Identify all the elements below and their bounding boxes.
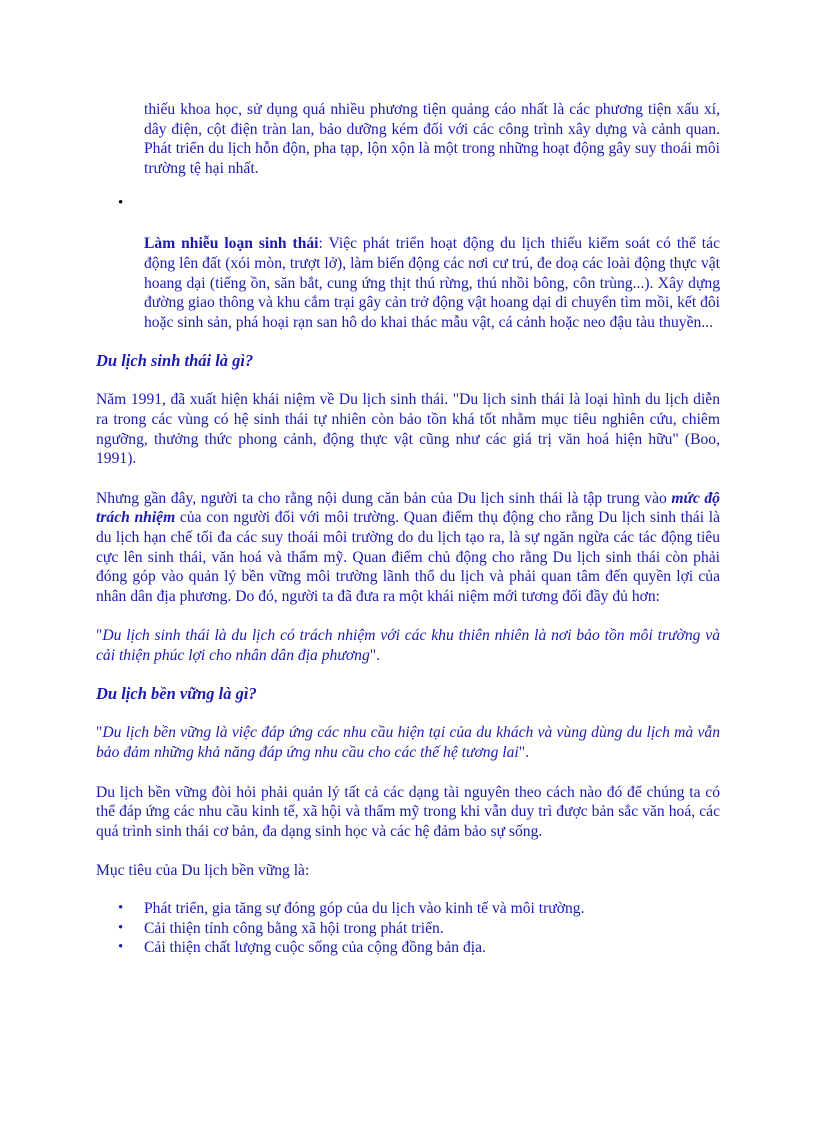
bullet-icon: • [118, 939, 124, 956]
disturbance-text: : Việc phát triển hoạt động du lịch thiếu kiểm soát có thể tác động lên đất (xói mòn, trượt lở), làm biến động các nơi cư trú, đe doạ các loài động thực vật hoang dại (tiếng ồn, săn bắt, cung ứng thịt thú rừng, thú nhồi bông, côn trùng...). Xây dựng đường giao thông và khu cắm trại gây cản trở động vật hoang dại di chuyển tìm mồi, kết đôi hoặc sinh sản, phá hoại rạn san hô do khai thác mẫu vật, cá cảnh hoặc neo đậu tàu thuyền... [144, 235, 720, 331]
bullet-icon: • [118, 195, 124, 212]
goals-intro: Mục tiêu của Du lịch bền vững là: [96, 862, 310, 880]
empty-list-item [96, 194, 720, 214]
sustainable-quote-text: Du lịch bền vững là việc đáp ứng các nhu cầu hiện tại của du khách và vùng dùng du lịch mà vẫn bảo đảm những khả năng đáp ứng nhu cầu cho các thế hệ tương lai [96, 724, 720, 762]
disturbance-term: Làm nhiễu loạn sinh thái [144, 235, 319, 253]
quote-open: " [96, 627, 103, 645]
heading-ecotourism: Du lịch sinh thái là gì? [96, 351, 254, 371]
quote-open: " [96, 724, 103, 742]
ecotourism-definition-paragraph: Năm 1991, đã xuất hiện khái niệm về Du lịch sinh thái. "Du lịch sinh thái là loại hình du lịch diễn ra trong các vùng có hệ sinh thái tự nhiên còn bảo tồn khá tốt nhằm mục tiêu nghiên cứu, chiêm ngưỡng, thưởng thức phong cảnh, động thực vật cũng như các giá trị văn hoá hiện hữu" (Boo, 1991). [96, 391, 720, 468]
responsibility-text-after: của con người đối với môi trường. Quan điểm thụ động cho rằng Du lịch sinh thái là du lịch hạn chế tối đa các suy thoái môi trường do du lịch tạo ra, là sự ngăn ngừa các tác động tiêu cực lên sinh thái, văn hoá và thẩm mỹ. Quan điểm chủ động cho rằng Du lịch sinh thái còn phải đóng góp vào quản lý bền vững môi trường lãnh thổ du lịch và phải quan tâm đến quyền lợi của nhân dân địa phương. Do đó, người ta đã đưa ra một khái niệm mới tương đối đầy đủ hơn: [96, 509, 721, 605]
quote-close: ". [518, 744, 530, 762]
responsibility-emphasis: mức độ trách nhiệm [96, 489, 720, 527]
heading-sustainable-tourism: Du lịch bền vững là gì? [96, 684, 257, 704]
list-item: • Cải thiện tính công bằng xã hội trong phát triển. [118, 919, 444, 937]
responsibility-text-before: Nhưng gần đây, người ta cho rằng nội dung căn bản của Du lịch sinh thái là tập trung vào [96, 489, 672, 507]
responsibility-paragraph [96, 489, 720, 607]
ecotourism-quote [96, 626, 720, 665]
resource-management-paragraph: Du lịch bền vững đòi hỏi phải quản lý tất cả các dạng tài nguyên theo cách nào đó để chúng ta có thể đáp ứng các nhu cầu kinh tế, xã hội và thẩm mỹ trong khi vẫn duy trì được bản sắc văn hoá, các quá trình sinh thái cơ bản, đa dạng sinh học và các hệ đảm bảo sự sống. [96, 783, 720, 840]
intro-paragraph: thiếu khoa học, sử dụng quá nhiều phương tiện quảng cáo nhất là các phương tiện xấu xí, dây điện, cột điện tràn lan, bảo dưỡng kém đối với các công trình xây dựng và cảnh quan. Phát triển du lịch hỗn độn, pha tạp, lộn xộn là một trong những hoạt động gây suy thoái môi trường tệ hại nhất. [144, 101, 720, 177]
disturbance-paragraph [144, 234, 720, 332]
document-body [96, 100, 720, 958]
list-item: • Cải thiện chất lượng cuộc sống của cộng đồng bản địa. [118, 939, 486, 957]
list-item: • Phát triển, gia tăng sự đóng góp của du lịch vào kinh tế và môi trường. [118, 900, 585, 918]
quote-close: ". [369, 646, 381, 664]
goals-list [96, 899, 720, 958]
bullet-icon: • [118, 919, 124, 936]
bullet-icon: • [118, 900, 124, 917]
ecotourism-quote-text: Du lịch sinh thái là du lịch có trách nhiệm với các khu thiên nhiên là nơi bảo tồn môi trường và cải thiện phúc lợi cho nhân dân địa phương [96, 627, 720, 664]
sustainable-quote [96, 723, 720, 762]
